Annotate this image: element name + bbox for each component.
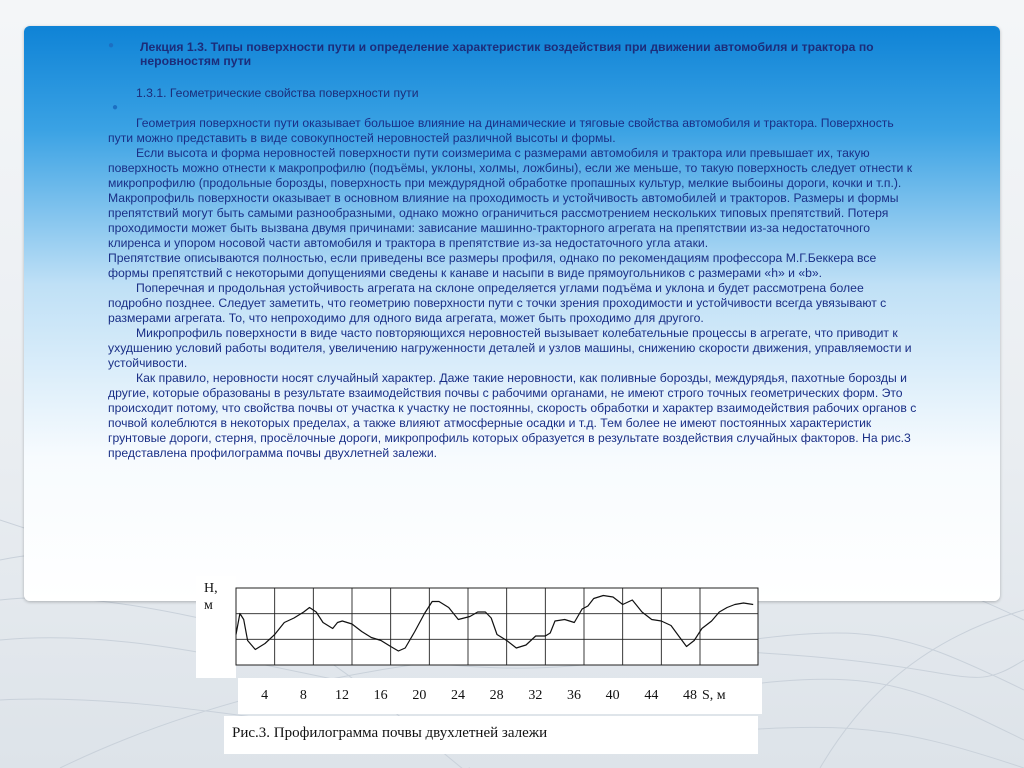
x-tick-label: 40 xyxy=(605,688,620,703)
body-paragraph: Поперечная и продольная устойчивость агрегата на склоне определяется углами подъёма и уклона и будет рассмотрена более подробно позднее. Следует заметить, что геометрию поверхности пути с точки зрения проходимости и устойчивости всегда увязывают с размерами агрегата. То, что непроходимо для одного вида агрегата, может быть проходимо для другого. xyxy=(108,281,887,325)
x-tick-label: 8 xyxy=(299,688,307,703)
body-paragraph: Если высота и форма неровностей поверхности пути соизмерима с размерами автомобиля и трактора или превышает их, такую поверхность можно отнести к макропрофилю (подъёмы, уклоны, холмы, ложбины), если же меньше, то такую поверхность следует отнести к микропрофилю (продольные борозды, поверхность при междурядной обработке пропашных культур, мелкие выбоины дороги, кочки и т.п.). Макропрофиль поверхности оказывает в основном влияние на проходимость и устойчивость автомобилей и тракторов. Размеры и формы препятствий могут быть самыми разнообразными, однако можно ограничиться рассмотрением нескольких типовых препятствий. Потеря проходимости может быть вызвана двумя причинами: зависание машинно-тракторного агрегата на препятствии из-за недостаточного клиренса и упором носовой части автомобиля и трактора в препятствие из-за недостаточного угла атаки. xyxy=(108,146,913,250)
slide-content xyxy=(108,40,918,461)
body-paragraph: Геометрия поверхности пути оказывает большое влияние на динамические и тяговые свойства автомобиля и трактора. Поверхность пути можно представить в виде совокупностей неровностей различной высоты и формы. xyxy=(108,116,894,145)
x-tick-label: 36 xyxy=(567,688,581,703)
x-axis-unit-label: S, м xyxy=(702,688,726,703)
profilogram-plot xyxy=(196,576,762,676)
x-tick-label: 16 xyxy=(373,688,388,703)
slide-title-text: Лекция 1.3. Типы поверхности пути и определение характеристик воздействия при движении автомобиля и трактора по неровностям пути xyxy=(140,40,874,68)
body-paragraphs xyxy=(108,116,918,461)
slide-title xyxy=(108,40,918,68)
body-paragraph: Микропрофиль поверхности в виде часто повторяющихся неровностей вызывает колебательные процессы в агрегате, что приводит к ухудшению условий работы водителя, увеличению нагруженности деталей и узлов машины, снижению скорости движения, управляемости и устойчивости. xyxy=(108,326,912,370)
y-axis-label-line2: м xyxy=(204,598,213,613)
x-tick-label: 44 xyxy=(644,688,659,703)
section-subheading: 1.3.1. Геометрические свойства поверхности пути xyxy=(136,86,419,100)
x-tick-label: 28 xyxy=(489,688,504,703)
x-tick-label: 20 xyxy=(412,688,427,703)
figure-caption: Рис.3. Профилограмма почвы двухлетней залежи xyxy=(232,725,548,741)
x-tick-label: 24 xyxy=(451,688,465,703)
bullet-icon: ● xyxy=(112,102,119,113)
bullet-icon: ● xyxy=(108,40,115,51)
x-tick-label: 4 xyxy=(261,688,269,703)
figure-caption-box xyxy=(224,716,758,754)
body-paragraph: Как правило, неровности носят случайный характер. Даже такие неровности, как поливные борозды, междурядья, пахотные борозды и другие, которые образованы в результате взаимодействия почвы с рабочими органами, не имеют строго точных геометрических форм. Это происходит потому, что свойства почвы от участка к участку не постоянны, скорость обработки и характер взаимодействия рабочих органов с почвой колеблются в некоторых пределах, а также влияют атмосферные осадки и т.д. Тем более не имеют постоянных характеристик грунтовые дороги, стерня, просёлочные дороги, микропрофиль которых образуется в результате воздействия случайных факторов. На рис.3 представлена профилограмма почвы двухлетней залежи. xyxy=(108,371,917,460)
body-paragraph: Препятствие описываются полностью, если приведены все размеры профиля, однако по рекомендациям профессора М.Г.Беккера все формы препятствий с некоторыми допущениями сведены к канаве и насыпи в виде прямоугольников с размерами «h» и «b». xyxy=(108,251,877,280)
x-axis-band xyxy=(238,678,762,714)
plot-area xyxy=(236,588,758,665)
profilogram-figure xyxy=(196,576,762,756)
x-tick-label: 12 xyxy=(335,688,349,703)
x-tick-label: 32 xyxy=(528,688,543,703)
x-tick-label: 48 xyxy=(683,688,697,703)
y-axis-label-line1: H, xyxy=(204,581,218,596)
